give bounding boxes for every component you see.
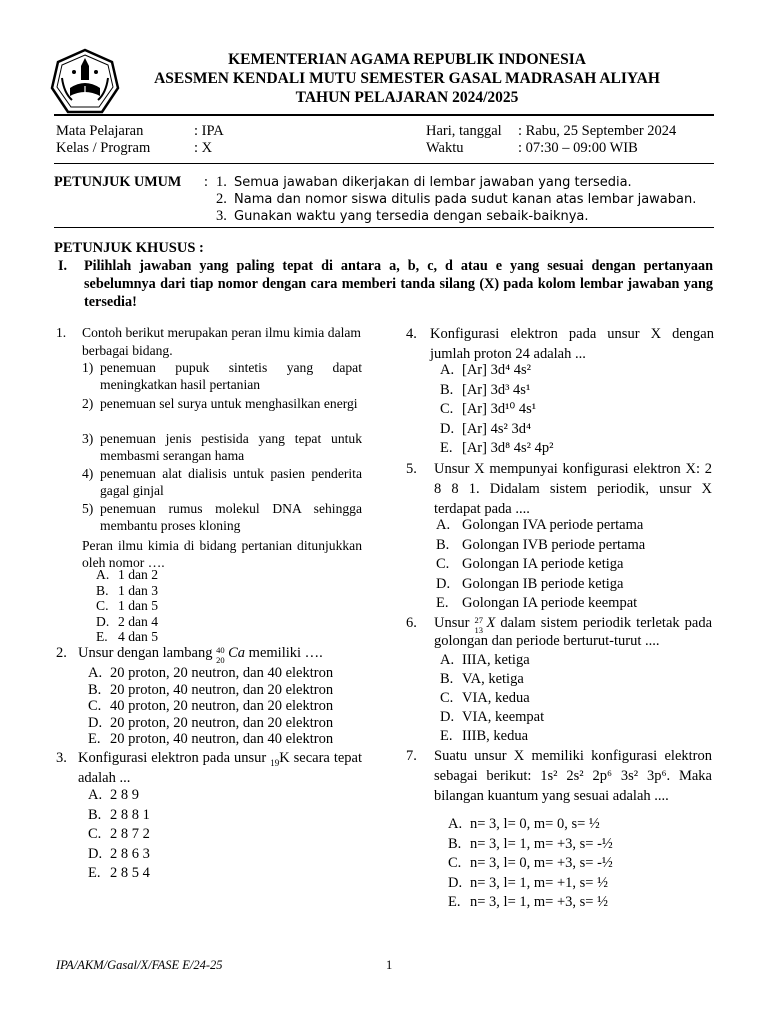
page-number: 1 <box>386 958 393 972</box>
answer-option <box>436 595 637 612</box>
question-stem-post: dalam sistem periodik terletak pada golongan dan periode berturut-turut .... <box>434 615 713 649</box>
element-symbol: Ca <box>228 645 246 661</box>
question-number: 2. <box>56 645 67 661</box>
atomic-number: 19 <box>270 757 280 768</box>
meta-divider <box>54 163 714 164</box>
answer-option <box>96 629 158 645</box>
answer-option <box>448 855 613 872</box>
answer-option-text: [Ar] 4s² 3d⁴ <box>462 420 532 437</box>
answer-option <box>440 671 524 688</box>
question-number: 6. <box>406 615 417 631</box>
answer-option-text: 2 8 8 1 <box>110 806 150 823</box>
answer-option-letter: D. <box>88 845 103 862</box>
answer-option-letter: D. <box>440 709 455 725</box>
answer-option-text: [Ar] 3d⁸ 4s² 4p² <box>462 440 554 456</box>
answer-option-letter: E. <box>440 728 453 744</box>
answer-option <box>88 826 150 843</box>
answer-option-text: 2 8 5 4 <box>110 865 150 881</box>
answer-option <box>448 875 608 892</box>
answer-option-letter: B. <box>448 835 462 852</box>
answer-option-letter: B. <box>88 681 102 698</box>
answer-option-letter: E. <box>88 731 101 747</box>
answer-option-text: 20 proton, 20 neutron, dan 40 elektron <box>110 665 334 681</box>
answer-option-text: IIIA, ketiga <box>462 652 530 668</box>
answer-option-letter: D. <box>440 420 455 437</box>
answer-option <box>96 614 158 630</box>
question-1-prompt <box>82 537 362 571</box>
answer-option-text: [Ar] 3d⁴ 4s² <box>462 362 532 378</box>
answer-option-letter: C. <box>448 855 462 871</box>
question-number: 3. <box>56 750 67 766</box>
answer-option-text: Golongan IA periode ketiga <box>462 556 624 572</box>
answer-option-text: 20 proton, 40 neutron, dan 40 elektron <box>110 731 334 747</box>
answer-option <box>440 652 530 669</box>
question-stem-pre: Konfigurasi elektron pada unsur <box>78 750 267 766</box>
element-symbol: X <box>486 615 496 631</box>
answer-option-text: Golongan IVB periode pertama <box>462 536 646 553</box>
question-stem: Suatu unsur X memiliki konfigurasi elektron sebagai berikut: 1s² 2s² 2p⁶ 3s² 3p⁶. Maka bilangan kuantum yang sesuai adalah .... <box>434 748 712 804</box>
question-statement <box>82 359 362 393</box>
answer-option <box>440 382 530 399</box>
letterhead-line-2: ASESMEN KENDALI MUTU SEMESTER GASAL MADRASAH ALIYAH <box>154 70 660 87</box>
answer-option-letter: A. <box>440 652 455 668</box>
mass-number: 27 <box>474 615 483 625</box>
answer-option-text: IIIB, kedua <box>462 728 529 744</box>
statement-number: 2) <box>82 396 94 411</box>
answer-option-text: n= 3, l= 1, m= +3, s= -½ <box>470 835 613 852</box>
question-statement <box>82 430 362 464</box>
answer-option <box>440 440 553 457</box>
answer-option-text: VIA, keempat <box>462 709 545 725</box>
answer-option <box>88 846 150 863</box>
class-value: : X <box>194 140 213 156</box>
special-instructions <box>58 257 713 311</box>
question-stem-post: secara tepat adalah ... <box>78 750 363 786</box>
statement-number: 1) <box>82 360 94 375</box>
general-instructions-label: PETUNJUK UMUM <box>54 174 182 190</box>
answer-option <box>88 715 333 732</box>
answer-option <box>448 816 600 833</box>
answer-option-letter: B. <box>440 381 454 398</box>
question-number: 4. <box>406 326 417 342</box>
answer-option-letter: A. <box>440 362 455 378</box>
answer-option-text: VIA, kedua <box>462 690 530 706</box>
letterhead-line-3: TAHUN PELAJARAN 2024/2025 <box>295 89 519 106</box>
general-instruction-item: 2. Nama dan nomor siswa ditulis pada sudut kanan atas lembar jawaban. <box>216 191 697 207</box>
answer-option <box>88 807 150 824</box>
answer-option-text: 2 8 6 3 <box>110 845 150 862</box>
statement-text: penemuan jenis pestisida yang tepat untuk membasmi serangan hama <box>100 431 362 463</box>
answer-option-text: [Ar] 3d¹⁰ 4s¹ <box>462 401 537 417</box>
answer-option <box>440 401 536 418</box>
answer-option-letter: B. <box>436 536 450 553</box>
answer-option <box>88 865 150 882</box>
answer-option-letter: D. <box>448 874 463 891</box>
time-value: : 07:30 – 09:00 WIB <box>518 140 638 156</box>
answer-option <box>440 362 531 379</box>
subject-label: Mata Pelajaran <box>56 123 144 139</box>
answer-option-letter: B. <box>88 806 102 823</box>
class-label: Kelas / Program <box>56 140 151 156</box>
subject-value: : IPA <box>194 123 224 139</box>
meta-left <box>56 123 224 157</box>
footer-code: IPA/AKM/Gasal/X/FASE E/24-25 <box>56 958 223 972</box>
answer-option-text: n= 3, l= 0, m= 0, s= ½ <box>470 816 600 832</box>
answer-option-text: 20 proton, 20 neutron, dan 20 elektron <box>110 714 334 731</box>
answer-option-text: n= 3, l= 1, m= +1, s= ½ <box>470 874 608 891</box>
question-stem: Contoh berikut merupakan peran ilmu kimia dalam berbagai bidang. <box>82 325 361 358</box>
answer-option-letter: A. <box>448 816 463 832</box>
letterhead-line-1: KEMENTERIAN AGAMA REPUBLIK INDONESIA <box>228 51 586 68</box>
answer-option-text: 40 proton, 20 neutron, dan 20 elektron <box>110 698 334 714</box>
answer-option <box>96 567 158 583</box>
answer-option-letter: E. <box>96 629 108 644</box>
answer-option <box>88 787 139 804</box>
answer-option-text: 2 8 7 2 <box>110 826 150 842</box>
question-stem <box>78 748 362 788</box>
time-label: Waktu <box>426 140 464 156</box>
question-stem: Unsur X mempunyai konfigurasi elektron X: 2 8 8 1. Didalam sistem periodik, unsur X terdapat pada .... <box>434 461 712 517</box>
answer-option <box>88 698 333 715</box>
atomic-number: 20 <box>216 655 225 665</box>
answer-option-letter: A. <box>88 787 103 803</box>
statement-text: penemuan alat dialisis untuk pasien penderita gagal ginjal <box>100 466 362 498</box>
answer-option-text: Golongan IVA periode pertama <box>462 517 644 533</box>
answer-option-letter: C. <box>440 690 454 706</box>
answer-option-letter: D. <box>436 575 451 592</box>
statement-text: penemuan rumus molekul DNA sehingga membantu proses kloning <box>100 501 362 533</box>
answer-option-text: [Ar] 3d³ 4s¹ <box>462 381 531 398</box>
answer-option <box>448 894 608 911</box>
answer-option <box>88 682 333 699</box>
question-number: 1. <box>56 325 67 340</box>
answer-option-text: Golongan IB periode ketiga <box>462 575 624 592</box>
answer-option-letter: A. <box>96 567 110 582</box>
answer-option <box>96 598 158 614</box>
answer-option-letter: E. <box>436 595 449 611</box>
question-statement <box>82 395 362 412</box>
statement-number: 3) <box>82 431 94 446</box>
answer-option-letter: D. <box>96 613 110 629</box>
question-stem <box>434 614 712 650</box>
element-symbol: K <box>279 750 290 766</box>
answer-option <box>436 576 623 593</box>
answer-option <box>440 421 531 438</box>
answer-option <box>436 537 645 554</box>
answer-option <box>436 517 643 534</box>
question-stem-post: memiliki …. <box>248 645 323 661</box>
answer-option-text: 2 dan 4 <box>118 613 159 629</box>
answer-option-text: 20 proton, 40 neutron, dan 20 elektron <box>110 681 334 698</box>
answer-option-text: 4 dan 5 <box>118 629 159 644</box>
answer-option-letter: D. <box>88 714 103 731</box>
answer-option <box>448 836 613 853</box>
answer-option <box>88 665 333 682</box>
answer-option-text: Golongan IA periode keempat <box>462 595 638 611</box>
question-number: 5. <box>406 461 417 477</box>
answer-option-text: 1 dan 2 <box>118 567 159 582</box>
answer-option <box>436 556 623 573</box>
question-stem-pre: Unsur dengan lambang <box>78 645 213 661</box>
answer-option <box>96 583 158 599</box>
answer-option-text: 1 dan 5 <box>118 598 159 613</box>
answer-option-letter: A. <box>436 517 451 533</box>
general-instruction-item: 1. Semua jawaban dikerjakan di lembar jawaban yang tersedia. <box>216 174 632 190</box>
answer-option-text: n= 3, l= 0, m= +3, s= -½ <box>470 855 613 871</box>
statement-text: penemuan pupuk sintetis yang dapat meningkatkan hasil pertanian <box>100 360 362 392</box>
answer-option-letter: C. <box>96 598 109 613</box>
meta-right <box>426 123 676 157</box>
general-instruction-item: 3. Gunakan waktu yang tersedia dengan sebaik-baiknya. <box>216 208 589 224</box>
kemenag-logo <box>50 48 120 118</box>
general-instructions-list <box>216 174 696 225</box>
statement-text: penemuan sel surya untuk menghasilkan energi <box>100 396 358 411</box>
answer-option-letter: C. <box>436 556 450 572</box>
question-stem: Konfigurasi elektron pada unsur X dengan jumlah proton 24 adalah ... <box>430 326 714 362</box>
answer-option <box>440 690 530 707</box>
answer-option-text: 2 8 9 <box>110 787 139 803</box>
answer-option <box>440 728 528 745</box>
question-prompt-text: Peran ilmu kimia di bidang pertanian ditunjukkan oleh nomor …. <box>82 538 362 570</box>
section-roman-numeral: I. <box>58 258 68 274</box>
answer-option <box>88 731 333 748</box>
answer-option-text: 1 dan 3 <box>118 582 159 598</box>
answer-option-letter: E. <box>440 440 453 456</box>
answer-option-text: n= 3, l= 1, m= +3, s= ½ <box>470 894 608 910</box>
answer-option-letter: A. <box>88 665 103 681</box>
question-stem <box>78 644 368 665</box>
question-number: 7. <box>406 748 417 764</box>
question-statement <box>82 500 362 534</box>
answer-option-letter: C. <box>440 401 454 417</box>
answer-option-letter: E. <box>448 894 461 910</box>
special-instructions-text: Pilihlah jawaban yang paling tepat di antara a, b, c, d atau e yang sesuai dengan pertanyaan sebelumnya dari tiap nomor dengan cara memberi tanda silang (X) pada kolom lembar jawaban yang tersedia! <box>84 258 713 310</box>
instructions-divider <box>54 227 714 228</box>
answer-option-letter: B. <box>440 671 454 687</box>
letterhead <box>120 50 694 107</box>
atomic-number: 13 <box>474 625 483 635</box>
date-value: : Rabu, 25 September 2024 <box>518 123 677 139</box>
answer-option-letter: C. <box>88 826 102 842</box>
special-instructions-label: PETUNJUK KHUSUS : <box>54 240 204 256</box>
statement-number: 5) <box>82 501 94 516</box>
statement-number: 4) <box>82 466 94 481</box>
isotope-notation <box>474 614 486 635</box>
mass-number: 40 <box>216 645 225 655</box>
question-statement <box>82 465 362 499</box>
date-label: Hari, tanggal <box>426 123 502 139</box>
answer-option-text: VA, ketiga <box>462 671 524 687</box>
general-instructions-colon: : <box>204 174 208 190</box>
answer-option-letter: C. <box>88 698 102 714</box>
answer-option <box>440 709 544 726</box>
question-stem-pre: Unsur <box>434 615 470 631</box>
answer-option-letter: E. <box>88 865 101 881</box>
isotope-notation <box>216 644 228 665</box>
answer-option-letter: B. <box>96 582 109 598</box>
header-divider <box>54 114 714 116</box>
